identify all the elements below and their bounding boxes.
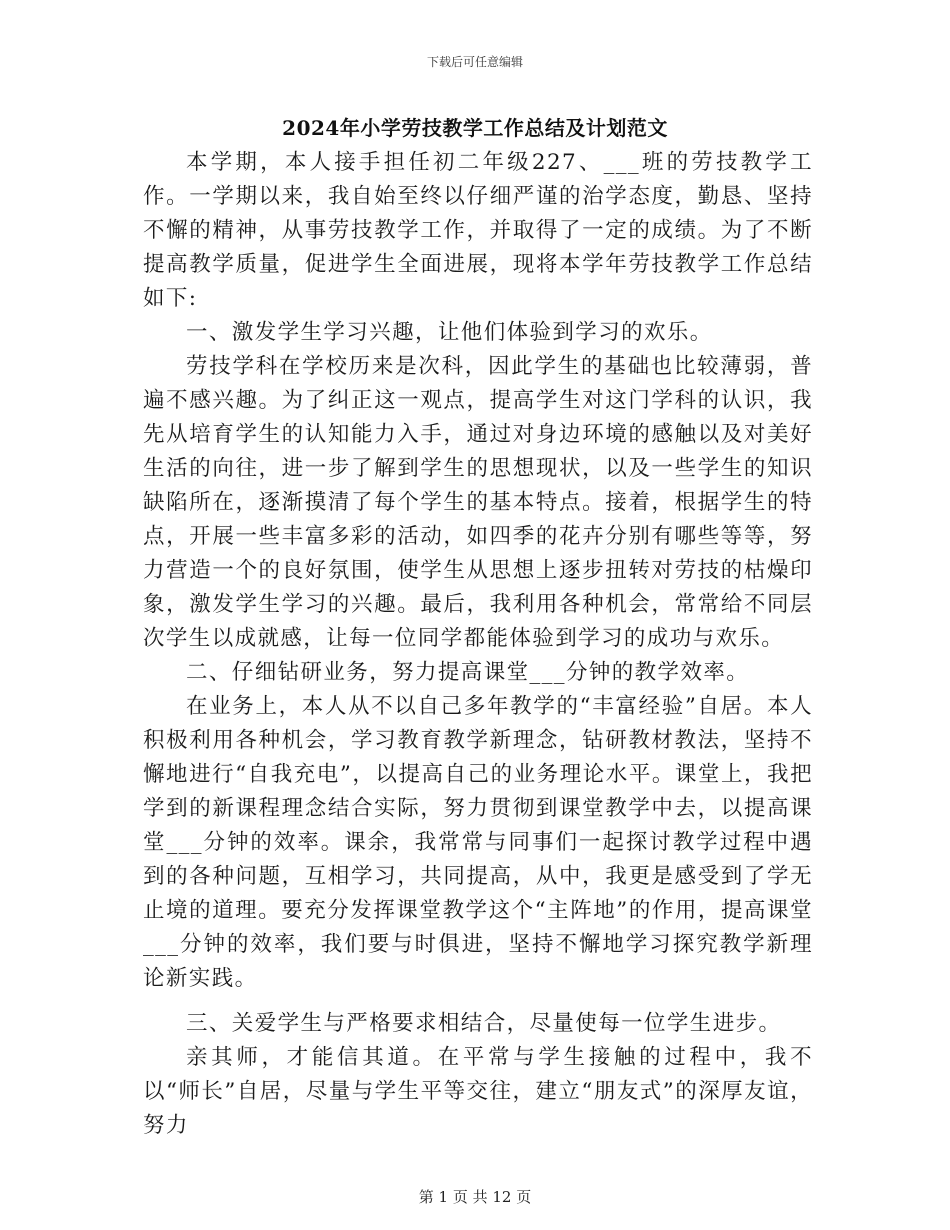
section-heading-1: 一、激发学生学习兴趣，让他们体验到学习的欢乐。 [186,320,713,345]
document-body [143,146,813,1143]
section-heading-2: 二、仔细钻研业务，努力提高课堂___分钟的教学效率。 [186,660,750,685]
page-number: 第 1 页 共 12 页 [418,1188,532,1206]
document-title: 2024年小学劳技教学工作总结及计划范文 [282,116,668,140]
paragraph-section-2: 在业务上，本人从不以自己多年教学的“丰富经验”自居。本人积极利用各种机会，学习教育教学新理念，钻研教材教法，坚持不懈地进行“自我充电”，以提高自己的业务理论水平。课堂上，我把学到的新课程理念结合实际，努力贯彻到课堂教学中去，以提高课堂___分钟的效率。课余，我常常与同事们一起探讨教学过程中遇到的各种问题，互相学习，共同提高，从中，我更是感受到了学无止境的道理。要充分发挥课堂教学这个“主阵地”的作用，提高课堂___分钟的效率，我们要与时俱进，坚持不懈地学习探究教学新理论新实践。 [143,694,813,991]
paragraph-intro: 本学期，本人接手担任初二年级227、___班的劳技教学工作。一学期以来，我自始至终以仔细严谨的治学态度，勤恳、坚持不懈的精神，从事劳技教学工作，并取得了一定的成绩。为了不断提高教学质量，促进学生全面进展，现将本学年劳技教学工作总结如下: [143,150,813,311]
paragraph-section-1: 劳技学科在学校历来是次科，因此学生的基础也比较薄弱，普遍不感兴趣。为了纠正这一观点，提高学生对这门学科的认识，我先从培育学生的认知能力入手，通过对身边环境的感触以及对美好生活的向往，进一步了解到学生的思想现状，以及一些学生的知识缺陷所在，逐渐摸清了每个学生的基本特点。接着，根据学生的特点，开展一些丰富多彩的活动，如四季的花卉分别有哪些等等，努力营造一个的良好氛围，使学生从思想上逐步扭转对劳技的枯燥印象，激发学生学习的兴趣。最后，我利用各种机会，常常给不同层次学生以成就感，让每一位同学都能体验到学习的成功与欢乐。 [143,354,813,651]
header-note: 下载后可任意编辑 [426,55,523,69]
paragraph-section-3: 亲其师，才能信其道。在平常与学生接触的过程中，我不以“师长”自居，尽量与学生平等交往，建立“朋友式”的深厚友谊，努力 [143,1045,813,1138]
section-heading-3: 三、关爱学生与严格要求相结合，尽量使每一位学生进步。 [186,1011,782,1036]
